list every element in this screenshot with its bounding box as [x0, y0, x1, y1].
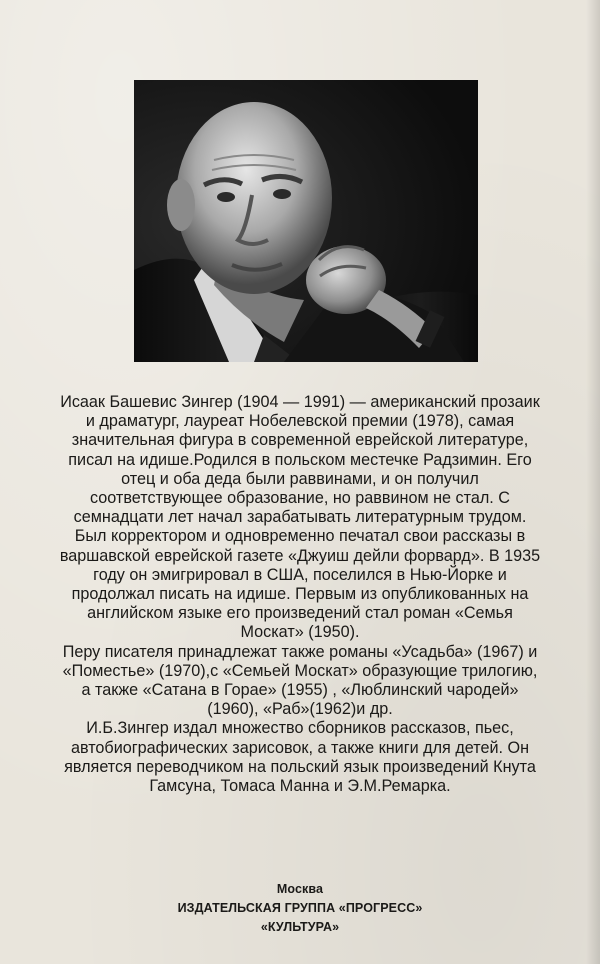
page-edge-shadow — [586, 0, 600, 964]
publisher-imprint-name: «КУЛЬТУРА» — [260, 920, 340, 934]
publisher-group: ИЗДАТЕЛЬСКАЯ ГРУППА «ПРОГРЕСС» — [177, 901, 423, 915]
publisher-city: Москва — [276, 882, 324, 896]
author-portrait-photo — [134, 80, 478, 362]
bio-paragraph-2: Перу писателя принадлежат также романы «Усадьба» (1967) и «Поместье» (1970),с «Семьей Москат» образующие трилогию, а также «Сатана в Горае» (1955) , «Люблинский чародей» (1960), «Раб»(1962)и др. — [62, 642, 538, 719]
publisher-imprint — [100, 880, 500, 937]
author-biography — [58, 393, 542, 796]
bio-paragraph-1: Исаак Башевис Зингер (1904 — 1991) — американский прозаик и драматург, лауреат Нобелевской премии (1978), самая значительная фигура в современной еврейской литературе, писал на идише.Родился в польском местечке Радзимин. Его отец и оба деда были раввинами, и он получил соответствующее образование, но раввином не стал. С семнадцати лет начал зарабатывать литературным трудом. Был корректором и одновременно печатал свои рассказы в варшавской еврейской газете «Джуиш дейли форвард». В 1935 году он эмигрировал в США, поселился в Нью-Йорке и продолжал писать на идише. Первым из опубликованных на английском языке его произведений стал роман «Семья Москат» (1950). — [59, 393, 541, 642]
portrait-illustration — [134, 80, 478, 362]
bio-paragraph-3: И.Б.Зингер издал множество сборников рассказов, пьес, автобиографических зарисовок, а также книги для детей. Он является переводчиком на польский язык произведений Кнута Гамсуна, Томаса Манна и Э.М.Ремарка. — [64, 719, 536, 796]
